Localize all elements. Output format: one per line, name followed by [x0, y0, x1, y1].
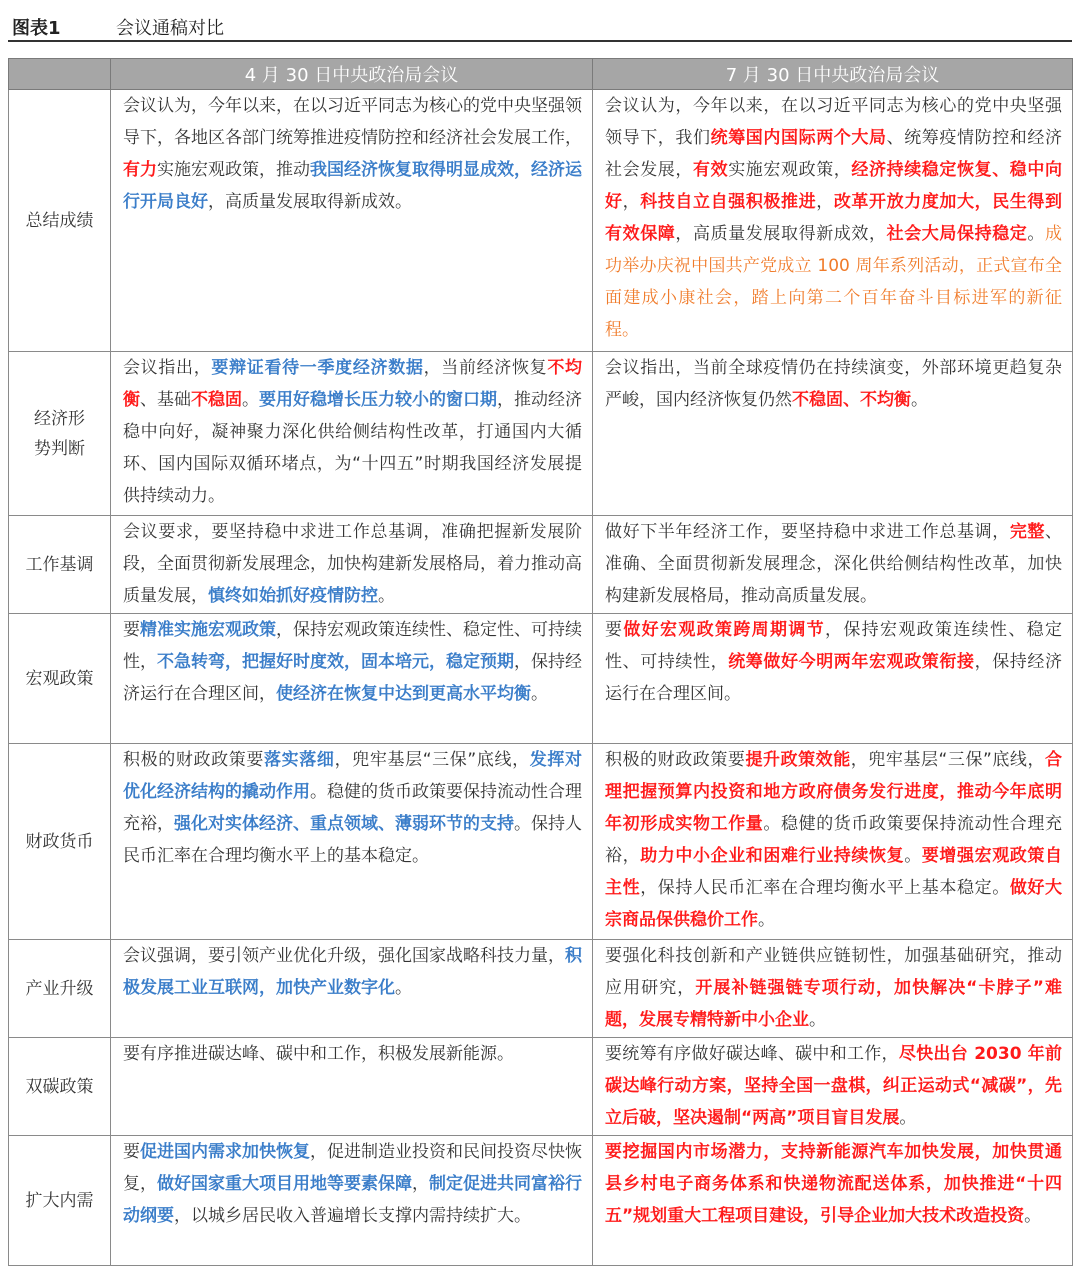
text-run: 、基础 [140, 390, 191, 410]
table-header-row [9, 59, 1073, 90]
row-label [9, 352, 111, 516]
highlight-blue-text: 要辩证看待一季度经济数据 [211, 358, 424, 378]
text-run: ， [412, 1174, 429, 1194]
highlight-blue-text: 使经济在恢复中达到更高水平均衡 [276, 684, 531, 704]
row-label: 工作基调 [9, 516, 111, 614]
highlight-red-text: 统筹做好今明两年宏观政策衔接 [728, 652, 975, 672]
highlight-red-text: 助力中小企业和困难行业持续恢复 [640, 846, 905, 866]
row-label: 总结成绩 [9, 90, 111, 352]
highlight-blue-text: 要用好稳增长压力较小的窗口期 [259, 390, 497, 410]
table-header-july: 7 月 30 日中央政治局会议 [593, 59, 1073, 90]
april-cell [111, 940, 593, 1038]
text-run: 。 [531, 684, 548, 704]
row-label: 财政货币 [9, 744, 111, 940]
text-run: 要有序推进碳达峰、碳中和工作，积极发展新能源。 [123, 1044, 514, 1064]
table-row [9, 352, 1073, 516]
highlight-red-text: 不稳固 [191, 390, 242, 410]
text-run: 会议指出，当前全球疫情仍在持续演变，外部环境更趋复杂严峻，国内经济恢复仍然 [605, 358, 1062, 410]
row-label: 双碳政策 [9, 1038, 111, 1136]
highlight-red-text: 要挖掘国内市场潜力，支持新能源汽车加快发展，加快贯通县乡村电子商务体系和快递物流配送体系，加快推进“十四五”规划重大工程项目建设，引导企业加大技术改造投资 [605, 1142, 1062, 1226]
row-label: 扩大内需 [9, 1136, 111, 1266]
text-run: 。 [242, 390, 259, 410]
text-run: ，保持宏观政策连续性、稳定性、可持续性， [605, 620, 1063, 672]
highlight-orange-text: 成功举办庆祝中国共产党成立 100 周年系列活动，正式宣布全面建成小康社会，踏上向第二个百年奋斗目标进军的新征程。 [605, 224, 1063, 340]
highlight-red-text: 做好宏观政策跨周期调节 [623, 620, 826, 640]
april-cell [111, 614, 593, 744]
highlight-red-text: 要增强宏观政策自主性 [605, 846, 1063, 898]
text-run: 会议认为，今年以来，在以习近平同志为核心的党中央坚强领导下，我们 [605, 96, 1062, 148]
text-run: 。 [809, 1010, 826, 1030]
text-run: 。 [395, 978, 412, 998]
highlight-red-text: 提升政策效能 [745, 750, 851, 770]
july-cell [593, 744, 1073, 940]
figure-label: 图表1 [12, 18, 61, 39]
highlight-blue-text: 不急转弯，把握好时度效，固本培元，稳定预期 [157, 652, 514, 672]
text-run: ，推动经济稳中向好，凝神聚力深化供给侧结构性改革，打通国内大循环、国内国际双循环堵点，为“十四五”时期我国经济发展提供持续动力。 [123, 390, 582, 506]
text-run: 要 [123, 620, 140, 640]
text-run: 要 [605, 620, 624, 640]
highlight-red-text: 有效 [693, 160, 729, 180]
highlight-red-text: 尽快出台 2030 年前碳达峰行动方案，坚持全国一盘棋，纠正运动式“减碳”，先立后破，坚决遏制“两高”项目盲目发展 [605, 1044, 1063, 1128]
text-run: 。稳健的货币政策要保持流动性合理充裕， [605, 814, 1063, 866]
text-run: 。 [899, 1108, 917, 1128]
july-cell [593, 352, 1073, 516]
figure-header [8, 12, 1072, 42]
july-cell [593, 940, 1073, 1038]
highlight-blue-text: 发挥对优化经济结构的撬动作用 [123, 750, 583, 802]
highlight-blue-text: 强化对实体经济、重点领域、薄弱环节的支持 [174, 814, 514, 834]
text-run: 会议认为，今年以来，在以习近平同志为核心的党中央坚强领导下，各地区各部门统筹推进疫情防控和经济社会发展工作， [123, 96, 582, 148]
highlight-blue-text: 积极发展工业互联网，加快产业数字化 [123, 946, 582, 998]
july-cell [593, 516, 1073, 614]
highlight-red-text: 做好大宗商品保供稳价工作 [605, 878, 1063, 930]
highlight-blue-text: 我国经济恢复取得明显成效，经济运行开局良好 [123, 160, 582, 212]
text-run: ， [816, 192, 834, 212]
text-run: 。 [1027, 224, 1046, 244]
highlight-blue-text: 慎终如始抓好疫情防控 [208, 586, 378, 606]
text-run: ，保持宏观政策连续性、稳定性、可持续性， [123, 620, 582, 672]
highlight-red-text: 开展补链强链专项行动，加快解决“卡脖子”难题，发展专精特新中小企业 [605, 978, 1062, 1030]
highlight-blue-text: 做好国家重大项目用地等要素保障 [157, 1174, 412, 1194]
april-cell [111, 516, 593, 614]
april-cell [111, 352, 593, 516]
text-run: ，高质量发展取得新成效。 [208, 192, 412, 212]
text-run: ， [622, 192, 641, 212]
text-run: 、统筹疫情防控和经济社会发展， [605, 128, 1063, 180]
text-run: 会议指出， [123, 358, 212, 378]
table-row [9, 1136, 1073, 1266]
highlight-red-text: 统筹国内国际两个大局 [710, 128, 887, 148]
text-run: 。 [911, 390, 928, 410]
text-run: ，高质量发展取得新成效， [675, 224, 887, 244]
text-run: 。稳健的货币政策要保持流动性合理充裕， [123, 782, 582, 834]
july-cell [593, 1038, 1073, 1136]
april-cell [111, 1136, 593, 1266]
text-run: 做好下半年经济工作，要坚持稳中求进工作总基调， [605, 522, 1010, 542]
comparison-table [8, 58, 1073, 1266]
text-run: 要 [123, 1142, 140, 1162]
text-run: 。 [904, 846, 922, 866]
text-run: 、准确、全面贯彻新发展理念，深化供给侧结构性改革，加快构建新发展格局，推动高质量发展。 [605, 522, 1063, 606]
highlight-red-text: 有力 [123, 160, 157, 180]
highlight-blue-text: 制定促进共同富裕行动纲要 [123, 1174, 582, 1226]
text-run: 会议要求，要坚持稳中求进工作总基调，准确把握新发展阶段，全面贯彻新发展理念，加快构建新发展格局，着力推动高质量发展， [123, 522, 582, 606]
text-run: ，保持经济运行在合理区间， [123, 652, 582, 704]
row-label: 产业升级 [9, 940, 111, 1038]
table-header-april: 4 月 30 日中央政治局会议 [111, 59, 593, 90]
text-run: 。 [758, 910, 775, 930]
april-cell [111, 1038, 593, 1136]
text-run: ，促进制造业投资和民间投资尽快恢复， [123, 1142, 582, 1194]
table-row [9, 1038, 1073, 1136]
text-run: 会议强调，要引领产业优化升级，强化国家战略科技力量， [123, 946, 565, 966]
highlight-red-text: 科技自立自强积极推进 [640, 192, 817, 212]
july-cell [593, 1136, 1073, 1266]
text-run: 。 [378, 586, 395, 606]
text-run: ，当前经济恢复 [423, 358, 548, 378]
table-row [9, 614, 1073, 744]
text-run: ，兜牢基层“三保”底线， [334, 750, 530, 770]
text-run: 要统筹有序做好碳达峰、碳中和工作， [605, 1044, 899, 1064]
table-row [9, 940, 1073, 1038]
text-run: ，保持经济运行在合理区间。 [605, 652, 1063, 704]
text-run: 。 [1024, 1206, 1042, 1226]
highlight-red-text: 不稳固、不均衡 [792, 390, 911, 410]
text-run: 积极的财政政策要 [123, 750, 265, 770]
highlight-blue-text: 促进国内需求加快恢复 [140, 1142, 310, 1162]
april-cell [111, 744, 593, 940]
text-run: ，兜牢基层“三保”底线， [850, 750, 1046, 770]
highlight-blue-text: 落实落细 [264, 750, 335, 770]
text-run: 实施宏观政策， [728, 160, 852, 180]
highlight-red-text: 经济持续稳定恢复、稳中向好 [605, 160, 1063, 212]
row-label: 宏观政策 [9, 614, 111, 744]
text-run: ，以城乡居民收入普遍增长支撑内需持续扩大。 [174, 1206, 531, 1226]
figure-title: 会议通稿对比 [116, 18, 224, 39]
text-run: 。保持人民币汇率在合理均衡水平上的基本稳定。 [123, 814, 582, 866]
highlight-red-text: 社会大局保持稳定 [886, 224, 1028, 244]
text-run: 积极的财政政策要 [605, 750, 746, 770]
text-run: ，保持人民币汇率在合理均衡水平上基本稳定。 [640, 878, 1010, 898]
april-cell [111, 90, 593, 352]
highlight-red-text: 完整 [1009, 522, 1046, 542]
highlight-red-text: 改革开放力度加大，民生得到有效保障 [605, 192, 1063, 244]
table-header-corner [9, 59, 111, 90]
table-row [9, 744, 1073, 940]
text-run: 要强化科技创新和产业链供应链韧性，加强基础研究，推动应用研究， [605, 946, 1062, 998]
table-row [9, 90, 1073, 352]
highlight-red-text: 合理把握预算内投资和地方政府债务发行进度，推动今年底明年初形成实物工作量 [605, 750, 1063, 834]
highlight-blue-text: 精准实施宏观政策 [140, 620, 276, 640]
july-cell [593, 614, 1073, 744]
text-run: 实施宏观政策，推动 [157, 160, 310, 180]
table-row [9, 516, 1073, 614]
highlight-red-text: 不均衡 [123, 358, 583, 410]
july-cell [593, 90, 1073, 352]
row-label-text: 经济形势判断 [34, 408, 85, 459]
